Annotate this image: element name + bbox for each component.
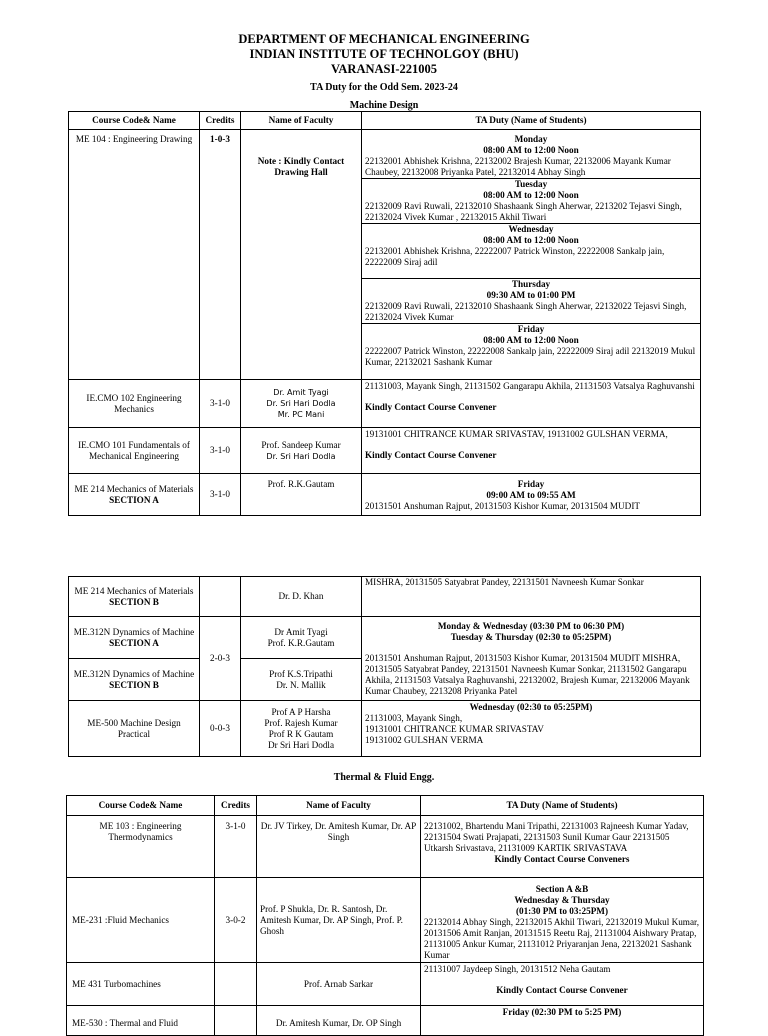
time-label: 08:00 AM to 12:00 Noon	[483, 190, 579, 200]
ta-students: 19131002 GULSHAN VERMA	[365, 735, 484, 745]
time-label: Friday (02:30 PM to 5:25 PM)	[502, 1007, 622, 1017]
col-course: Course Code& Name	[69, 112, 200, 130]
ta-students: 20131501 Anshuman Rajput, 20131503 Kishor Kumar, 20131504 MUDIT MISHRA, 20131505 Satyabrat Pandey, 22131501 Navneesh Kumar Sonkar, 21131502 Gangarapu Akhila, 21131503 Vatsalya Raghuvanshi, 22132002, Brajesh Kumar, 22132006 Mayank Kumar Chaubey, 2213208 Priyanka Patel	[365, 653, 690, 696]
section-label: SECTION A	[109, 494, 159, 505]
table-row	[67, 878, 704, 963]
table-row	[69, 428, 701, 474]
faculty-name: Prof. Arnab Sarkar	[303, 978, 374, 989]
time-label: 08:00 AM to 12:00 Noon	[483, 235, 579, 245]
ta-students: 21131007 Jaydeep Singh, 20131512 Neha Gautam	[424, 964, 611, 974]
faculty-name: Dr Sri Hari Dodla	[267, 739, 335, 750]
contact-note: Kindly Contact Course Convener	[365, 402, 497, 412]
col-credits: Credits	[200, 112, 241, 130]
ta-students: 19131001 CHITRANCE KUMAR SRIVASTAV	[365, 724, 544, 734]
faculty-name: Dr. Amitesh Kumar, Dr. OP Singh	[275, 1018, 402, 1028]
day-label: Wednesday	[508, 224, 554, 234]
col-ta: TA Duty (Name of Students)	[421, 796, 704, 816]
credits: 3-0-2	[225, 914, 246, 925]
course-name: IE.CMO 101 Fundamentals of Mechanical Engineering	[78, 439, 190, 461]
course-name: ME 431 Turbomachines	[72, 978, 161, 989]
faculty-name: Dr Amit Tyagi	[274, 626, 328, 637]
faculty-name: Prof. Sandeep Kumar	[261, 439, 341, 450]
institute-title: INDIAN INSTITUTE OF TECHNOLGOY (BHU)	[249, 47, 519, 61]
ta-students: 22132001 Abhishek Krishna, 22132002 Brajesh Kumar, 22132006 Mayank Kumar Chaubey, 22132008 Priyanka Patel, 22132014 Abhay Singh	[365, 156, 671, 177]
dept-title: DEPARTMENT OF MECHANICAL ENGINEERING	[238, 32, 530, 46]
section-label: SECTION B	[109, 596, 159, 607]
time-label: 09:30 AM to 01:00 PM	[486, 290, 576, 300]
section-thermal-fluid: Thermal & Fluid Engg.	[333, 772, 435, 783]
course-name: ME-530 : Thermal and Fluid	[72, 1018, 178, 1028]
faculty-name: Dr. Amit Tyagi	[273, 388, 329, 397]
city-title: VARANASI-221005	[330, 62, 438, 76]
ta-students: MISHRA, 20131505 Satyabrat Pandey, 22131501 Navneesh Kumar Sonkar	[365, 577, 644, 587]
credits: 2-0-3	[210, 653, 230, 663]
table-row	[69, 474, 701, 516]
table-row	[69, 380, 701, 428]
table-row	[69, 617, 701, 659]
course-name: IE.CMO 102 Engineering Mechanics	[86, 392, 182, 414]
faculty-name: Dr. JV Tirkey, Dr. Amitesh Kumar, Dr. AP Singh	[260, 821, 417, 842]
table-row	[67, 1006, 704, 1036]
course-name: ME.312N Dynamics of Machine	[73, 626, 195, 637]
day-label: Friday	[517, 324, 545, 334]
credits: 3-1-0	[210, 398, 230, 408]
time-label: Tuesday & Thursday (02:30 to 05:25PM)	[450, 632, 612, 642]
ta-students: 22132014 Abhay Singh, 22132015 Akhil Tiwari, 22132019 Mukul Kumar, 20131506 Amit Ranjan, 20131515 Reetu Raj, 21131004 Aishwary Pratap, 21131005 Ankur Kumar, 21131012 Priyaranjan Jena, 22132021 Sashank Kumar	[424, 917, 700, 960]
col-ta: TA Duty (Name of Students)	[362, 112, 701, 130]
contact-note: Kindly Contact Course Conveners	[494, 854, 630, 864]
time-label: (01:30 PM to 03:25PM)	[515, 906, 609, 916]
day-label: Tuesday	[514, 179, 548, 189]
contact-note: Kindly Contact Course Convener	[496, 985, 628, 995]
ta-students: 21131003, Mayank Singh,	[365, 713, 463, 723]
faculty-name: Prof. Rajesh Kumar	[264, 717, 338, 728]
machine-design-table	[68, 111, 701, 516]
ta-students: 21131003, Mayank Singh, 21131502 Gangarapu Akhila, 21131503 Vatsalya Raghuvanshi	[365, 381, 695, 391]
credits: 1-0-3	[210, 134, 230, 144]
faculty-name: Prof. P Shukla, Dr. R. Santosh, Dr. Amitesh Kumar, Dr. AP Singh, Prof. P. Ghosh	[260, 903, 403, 936]
col-faculty: Name of Faculty	[257, 796, 421, 816]
course-name: ME-231 :Fluid Mechanics	[72, 914, 169, 925]
faculty-name: Prof A P Harsha	[271, 706, 331, 717]
course-name: ME.312N Dynamics of Machine	[73, 668, 195, 679]
faculty-name: Dr. Sri Hari Dodla	[266, 399, 336, 408]
faculty-name: Dr. N. Mallik	[276, 679, 326, 690]
faculty-name: Prof R K Gautam	[268, 728, 334, 739]
course-name: ME 214 Mechanics of Materials	[74, 483, 194, 494]
credits: 3-1-0	[225, 821, 246, 831]
table-row	[69, 577, 701, 617]
time-label: 09:00 AM to 09:55 AM	[486, 490, 576, 500]
ta-students: 20131501 Anshuman Rajput, 20131503 Kishor Kumar, 20131504 MUDIT	[365, 501, 640, 511]
day-label: Thursday	[511, 279, 551, 289]
faculty-name: Prof K.S.Tripathi	[269, 668, 333, 679]
credits: 3-1-0	[210, 489, 230, 499]
ta-students: 22222007 Patrick Winston, 22222008 Sankalp jain, 22222009 Siraj adil 22132019 Mukul Kumar, 22132021 Sashank Kumar	[365, 346, 696, 367]
col-faculty: Name of Faculty	[241, 112, 362, 130]
course-name: ME-500 Machine Design Practical	[87, 717, 181, 739]
contact-note: Kindly Contact Course Convener	[365, 450, 497, 460]
ta-students: 19131001 CHITRANCE KUMAR SRIVASTAV, 19131002 GULSHAN VERMA,	[365, 429, 668, 439]
faculty-name: Dr. D. Khan	[278, 591, 324, 601]
credits: 3-1-0	[210, 445, 230, 455]
ta-students: 22132001 Abhishek Krishna, 22222007 Patrick Winston, 22222008 Sankalp jain, 22222009 Siraj adil	[365, 246, 665, 267]
faculty-name: Prof. R.K.Gautam	[267, 479, 335, 489]
ta-students: 22131002, Bhartendu Mani Tripathi, 22131003 Rajneesh Kumar Yadav, 22131504 Swati Prajapati, 22131503 Sunil Kumar Gaur 22131505 Utkarsh Srivastava, 21131009 KARTIK SRIVASTAVA	[424, 821, 689, 853]
day-label: Friday	[517, 479, 545, 489]
section-machine-design: Machine Design	[349, 100, 419, 111]
col-credits: Credits	[215, 796, 257, 816]
faculty-name: Mr. PC Mani	[277, 410, 325, 419]
col-course: Course Code& Name	[67, 796, 215, 816]
ta-students: 22132009 Ravi Ruwali, 22132010 Shashaank Singh Aherwar, 2213202 Tejasvi Singh, 22132024 Vivek Kumar , 22132015 Akhil Tiwari	[365, 201, 682, 222]
course-name: ME 104 : Engineering Drawing	[75, 134, 193, 144]
time-label: 08:00 AM to 12:00 Noon	[483, 335, 579, 345]
table-row	[69, 701, 701, 757]
time-label: 08:00 AM to 12:00 Noon	[483, 145, 579, 155]
course-name: ME 214 Mechanics of Materials	[74, 585, 194, 596]
section-label: Section A &B	[535, 884, 589, 894]
section-label: SECTION B	[109, 679, 159, 690]
thermal-fluid-table	[66, 795, 704, 1036]
section-label: SECTION A	[109, 637, 159, 648]
time-label: Monday & Wednesday (03:30 PM to 06:30 PM)	[437, 621, 625, 631]
table-row	[67, 816, 704, 878]
faculty-name: Prof. K.R.Gautam	[267, 637, 335, 648]
time-label: Wednesday (02:30 to 05:25PM)	[469, 702, 593, 712]
faculty-name: Dr. Sri Hari Dodla	[266, 451, 336, 461]
course-name: ME 103 : Engineering Thermodynamics	[99, 821, 182, 842]
table-row	[67, 963, 704, 1006]
day-label: Wednesday & Thursday	[514, 895, 610, 905]
ta-students: 22132009 Ravi Ruwali, 22132010 Shashaank Singh Aherwar, 22132022 Tejasvi Singh, 22132024 Vivek Kumar	[365, 301, 687, 322]
table-row	[69, 130, 701, 380]
machine-design-table-continued	[68, 576, 701, 757]
credits: 0-0-3	[210, 723, 230, 733]
faculty-note: Note : Kindly Contact Drawing Hall	[257, 156, 345, 177]
doc-subtitle: TA Duty for the Odd Sem. 2023-24	[310, 82, 458, 93]
day-label: Monday	[514, 134, 548, 144]
